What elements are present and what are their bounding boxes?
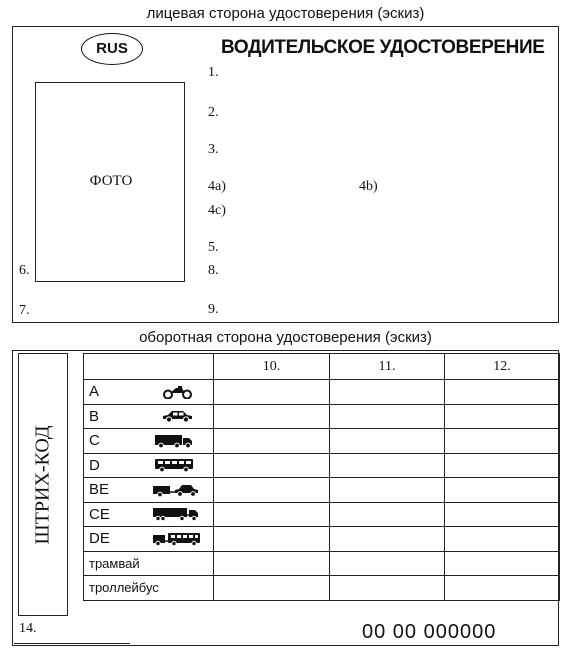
table-row [84, 380, 560, 405]
barcode-label: ШТРИХ-КОД [31, 425, 54, 544]
table-row [84, 478, 560, 503]
bus-trailer-icon [151, 532, 213, 546]
license-title: ВОДИТЕЛЬСКОЕ УДОСТОВЕРЕНИЕ [221, 37, 545, 58]
category-label: трамвай [89, 555, 140, 571]
barcode-strip [18, 353, 68, 616]
field-6: 6. [19, 263, 30, 278]
truck-trailer-icon [151, 507, 213, 521]
column-header: 11. [330, 354, 445, 380]
car-trailer-icon [151, 483, 213, 497]
field-8: 8. [208, 263, 219, 278]
photo-box [35, 82, 185, 282]
category-label: троллейбус [89, 580, 159, 596]
field-4b: 4b) [359, 179, 378, 194]
header-blank [84, 354, 214, 380]
table-row [84, 551, 560, 576]
field-7: 7. [19, 303, 30, 318]
motorcycle-icon [151, 385, 213, 399]
category-label: A [89, 383, 100, 401]
field-9: 9. [208, 302, 219, 317]
field-3: 3. [208, 142, 219, 157]
bus-icon [151, 458, 213, 472]
serial-number: 00 00 000000 [362, 621, 497, 643]
field-14: 14. [19, 621, 37, 636]
category-label: C [89, 432, 100, 450]
field-1: 1. [208, 65, 219, 80]
back-caption: оборотная сторона удостоверения (эскиз) [139, 329, 432, 346]
photo-label: ФОТО [89, 173, 133, 189]
field-4c: 4c) [208, 203, 226, 218]
table-row [84, 453, 560, 478]
column-header: 12. [445, 354, 560, 380]
category-label: CE [89, 505, 110, 523]
column-header: 10. [214, 354, 330, 380]
country-badge: RUS [81, 33, 143, 65]
table-row [84, 404, 560, 429]
category-label: D [89, 456, 100, 474]
table-row [84, 429, 560, 454]
table-row [84, 576, 560, 601]
field-5: 5. [208, 240, 219, 255]
table-row [84, 527, 560, 552]
categories-table [83, 353, 560, 601]
front-caption: лицевая сторона удостоверения (эскиз) [146, 5, 425, 22]
table-row [84, 502, 560, 527]
signature-line [14, 643, 130, 644]
car-icon [151, 409, 213, 423]
category-label: DE [89, 530, 110, 548]
field-4a: 4a) [208, 179, 226, 194]
category-label: BE [89, 481, 110, 499]
category-label: B [89, 407, 100, 425]
table-header-row [84, 354, 560, 380]
truck-icon [151, 434, 213, 448]
field-2: 2. [208, 105, 219, 120]
